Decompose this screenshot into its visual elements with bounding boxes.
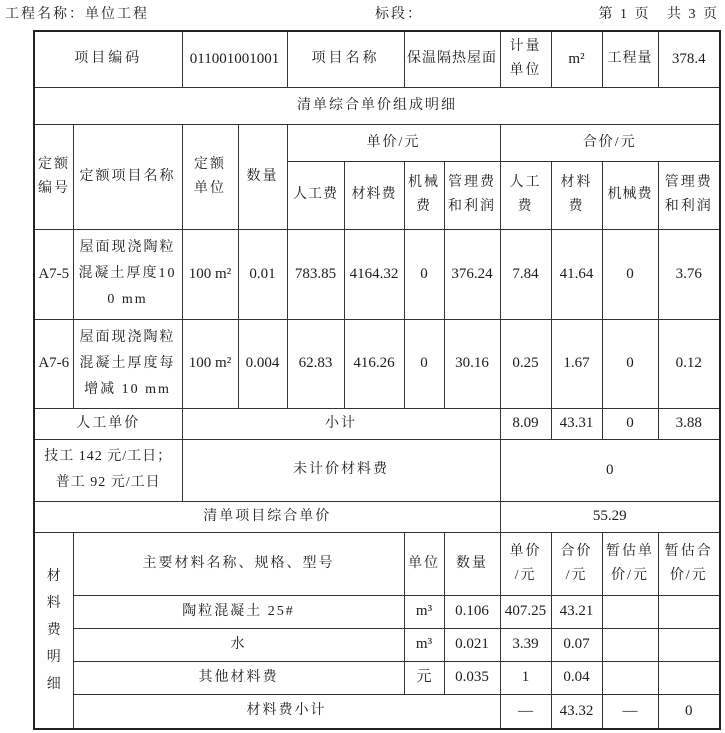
composite-unit-price-row xyxy=(34,501,720,532)
measure-unit-label: 计量单位 xyxy=(509,39,542,79)
unit-labor-cell xyxy=(287,229,344,319)
total-management: 3.76 xyxy=(675,265,702,282)
material-est-unit-price-header-label: 暂估单价/元 xyxy=(606,543,655,583)
unit-management-header-label: 管理费和利润 xyxy=(448,175,497,214)
quantity-label-cell xyxy=(602,31,658,87)
subtotal-label-cell xyxy=(182,408,500,439)
unit-management-cell xyxy=(444,319,500,408)
unit-labor-cell xyxy=(287,319,344,408)
material-unit-price: 1 xyxy=(521,669,530,685)
unit-machinery-header-label: 机械费 xyxy=(408,175,441,214)
material-total-price: 43.21 xyxy=(559,603,594,619)
quota-name: 屋面现浇陶粒混凝土厚度每增减 10 mm xyxy=(79,329,176,397)
subtotal-label: 小计 xyxy=(325,415,357,431)
unit-machinery-header xyxy=(404,161,444,229)
material-subtotal-est-total-price-cell xyxy=(658,694,720,729)
labor-rates-cell xyxy=(34,439,182,501)
page-info: 第 1 页 共 3 页 xyxy=(598,7,719,22)
composite-unit-price-value-cell xyxy=(500,501,720,532)
material-unit-header-label: 单位 xyxy=(408,555,441,571)
material-est-unit-price-cell xyxy=(602,661,658,694)
quota-row xyxy=(34,319,720,408)
material-quantity: 0.106 xyxy=(455,603,489,619)
quota-row xyxy=(34,229,720,319)
total-management-header xyxy=(658,161,720,229)
general-labor-rate: 普工 92 元/工日 xyxy=(55,475,161,490)
total-management-cell xyxy=(658,319,720,408)
quota-unit-cell xyxy=(182,319,238,408)
material-unit-cell xyxy=(404,595,444,628)
composite-unit-price-value: 55.29 xyxy=(592,508,627,524)
project-name: 工程名称：单位工程 xyxy=(5,7,149,22)
material-unit-cell xyxy=(404,661,444,694)
quantity-value: 378.4 xyxy=(671,50,706,67)
quota-unit: 100 m² xyxy=(188,355,232,371)
material-quantity-cell xyxy=(444,595,500,628)
unit-machinery: 0 xyxy=(420,265,428,282)
total-material-header xyxy=(551,161,602,229)
material-total-price-cell xyxy=(551,595,602,628)
total-labor: 7.84 xyxy=(512,265,539,282)
unit-management-cell xyxy=(444,229,500,319)
quota-code-cell xyxy=(34,229,73,319)
composition-title-row xyxy=(34,87,720,124)
item-name-cell xyxy=(404,31,500,87)
material-quantity: 0.021 xyxy=(455,636,489,652)
quota-quantity: 0.004 xyxy=(245,355,280,371)
measure-unit-label-cell xyxy=(500,31,551,87)
quota-name-header-label: 定额项目名称 xyxy=(79,168,176,184)
quota-code-header xyxy=(34,124,73,229)
material-subtotal-label-cell xyxy=(73,694,500,729)
total-labor-cell xyxy=(500,229,551,319)
quantity-header-label: 数量 xyxy=(246,168,279,184)
unit-material-cell xyxy=(344,229,404,319)
material-total-price-cell xyxy=(551,661,602,694)
material-unit-price: 407.25 xyxy=(504,603,547,619)
subtotal-management-cell xyxy=(658,408,720,439)
material-quantity-header xyxy=(444,532,500,595)
item-name-label-cell xyxy=(287,31,404,87)
total-machinery: 0 xyxy=(626,265,634,282)
total-material: 41.64 xyxy=(559,265,594,282)
unit-material: 4164.32 xyxy=(349,265,399,282)
material-unit: 元 xyxy=(416,669,432,685)
quota-unit: 100 m² xyxy=(188,265,232,282)
material-total-price-header xyxy=(551,532,602,595)
unit-price-header-label: 单价/元 xyxy=(366,134,421,150)
measure-unit-cell xyxy=(551,31,602,87)
material-unit-header xyxy=(404,532,444,595)
quota-name-cell xyxy=(73,319,182,408)
material-subtotal-est-total-price: 0 xyxy=(685,702,693,719)
total-material-cell xyxy=(551,229,602,319)
material-subtotal-label: 材料费小计 xyxy=(246,703,327,719)
item-name-label: 项目名称 xyxy=(311,51,380,67)
quantity-label: 工程量 xyxy=(607,51,653,67)
material-total-price: 0.07 xyxy=(563,636,590,652)
total-machinery-cell xyxy=(602,229,658,319)
material-row xyxy=(34,661,720,694)
material-name-cell xyxy=(73,661,404,694)
composite-unit-price-label-cell xyxy=(34,501,500,532)
material-est-total-price-cell xyxy=(658,595,720,628)
material-side-label: 材料费明细 xyxy=(46,568,61,692)
unit-machinery-cell xyxy=(404,319,444,408)
subtotal-row xyxy=(34,408,720,439)
material-total-price-cell xyxy=(551,628,602,661)
material-quantity-cell xyxy=(444,628,500,661)
total-management: 0.12 xyxy=(675,355,702,371)
subtotal-management: 3.88 xyxy=(675,415,702,431)
material-est-total-price-header xyxy=(658,532,720,595)
quota-name-header xyxy=(73,124,182,229)
composite-unit-price-label: 清单项目综合单价 xyxy=(203,508,332,524)
page-header xyxy=(0,3,725,27)
material-side-label-cell xyxy=(34,532,73,729)
skilled-labor-rate: 技工 142 元/工日； xyxy=(44,449,173,464)
material-total-price: 0.04 xyxy=(563,669,590,685)
material-name: 水 xyxy=(230,636,247,652)
subtotal-machinery: 0 xyxy=(626,415,634,431)
material-unit: m³ xyxy=(415,636,433,652)
material-est-unit-price-cell xyxy=(602,595,658,628)
quota-quantity-cell xyxy=(238,229,287,319)
unpriced-material-value-cell xyxy=(500,439,720,501)
material-name: 陶粒混凝土 25# xyxy=(182,603,295,619)
material-name-header-label: 主要材料名称、规格、型号 xyxy=(142,555,335,571)
item-name: 保温隔热屋面 xyxy=(407,51,498,67)
unit-labor-header-label: 人工费 xyxy=(293,187,339,202)
quota-code-header-label: 定额编号 xyxy=(38,156,70,196)
unit-material-header-label: 材料费 xyxy=(351,187,397,202)
total-material-header-label: 材料费 xyxy=(560,175,593,214)
material-unit-price: 3.39 xyxy=(512,636,539,652)
unpriced-material-value: 0 xyxy=(606,461,614,478)
material-name-cell xyxy=(73,628,404,661)
material-subtotal-total-price: 43.32 xyxy=(559,702,594,719)
material-name-cell xyxy=(73,595,404,628)
quantity-header xyxy=(238,124,287,229)
section-label: 标段： xyxy=(375,7,423,22)
unit-price-analysis-table xyxy=(33,30,721,730)
total-management-header-label: 管理费和利润 xyxy=(664,175,713,214)
material-quantity: 0.035 xyxy=(455,669,489,685)
composition-title-cell xyxy=(34,87,720,124)
unit-labor-header xyxy=(287,161,344,229)
total-machinery-cell xyxy=(602,319,658,408)
subtotal-labor-cell xyxy=(500,408,551,439)
total-material: 1.67 xyxy=(563,355,590,371)
total-price-header-label: 合价/元 xyxy=(582,134,637,150)
material-est-unit-price-cell xyxy=(602,628,658,661)
unpriced-material-label: 未计价材料费 xyxy=(293,462,389,477)
unit-management-header xyxy=(444,161,500,229)
material-quantity-header-label: 数量 xyxy=(456,555,489,571)
unit-machinery-cell xyxy=(404,229,444,319)
quota-unit-header xyxy=(182,124,238,229)
material-unit: m³ xyxy=(415,603,433,619)
material-subtotal-unit-price-cell xyxy=(500,694,551,729)
material-name-header xyxy=(73,532,404,595)
item-info-row xyxy=(34,31,720,87)
measure-unit: m² xyxy=(568,50,585,67)
material-unit-cell xyxy=(404,628,444,661)
material-subtotal-total-price-cell xyxy=(551,694,602,729)
item-code-cell xyxy=(182,31,287,87)
total-management-cell xyxy=(658,229,720,319)
composition-header-row xyxy=(34,124,720,161)
item-code-label: 项目编码 xyxy=(74,51,143,67)
quota-name-cell xyxy=(73,229,182,319)
material-subtotal-est-unit-price: — xyxy=(622,702,638,719)
material-est-total-price-cell xyxy=(658,628,720,661)
material-subtotal-est-unit-price-cell xyxy=(602,694,658,729)
quota-code: A7-5 xyxy=(38,265,70,282)
quota-unit-cell xyxy=(182,229,238,319)
subtotal-machinery-cell xyxy=(602,408,658,439)
total-price-header xyxy=(500,124,720,161)
unit-management: 376.24 xyxy=(451,265,493,282)
total-labor: 0.25 xyxy=(512,355,539,371)
unit-labor: 783.85 xyxy=(294,265,337,282)
total-machinery: 0 xyxy=(626,355,634,371)
unit-machinery: 0 xyxy=(420,355,428,371)
total-labor-header-label: 人工费 xyxy=(509,175,542,214)
total-labor-cell xyxy=(500,319,551,408)
material-subtotal-unit-price: — xyxy=(518,702,534,719)
subtotal-material: 43.31 xyxy=(559,415,594,431)
material-est-unit-price-header xyxy=(602,532,658,595)
quota-unit-header-label: 定额单位 xyxy=(194,156,226,196)
unit-labor: 62.83 xyxy=(298,355,333,371)
total-material-cell xyxy=(551,319,602,408)
material-unit-price-cell xyxy=(500,628,551,661)
material-unit-price-header xyxy=(500,532,551,595)
unit-material-header xyxy=(344,161,404,229)
total-labor-header xyxy=(500,161,551,229)
subtotal-labor: 8.09 xyxy=(512,415,539,431)
labor-rate-label-cell xyxy=(34,408,182,439)
composition-title: 清单综合单价组成明细 xyxy=(297,97,457,113)
unit-material: 416.26 xyxy=(353,355,395,371)
material-subtotal-row xyxy=(34,694,720,729)
unpriced-material-row xyxy=(34,439,720,501)
item-code-label-cell xyxy=(34,31,182,87)
material-row xyxy=(34,628,720,661)
material-unit-price-cell xyxy=(500,595,551,628)
labor-rate-label: 人工单价 xyxy=(76,415,141,431)
material-unit-price-header-label: 单价/元 xyxy=(509,543,542,583)
total-machinery-header xyxy=(602,161,658,229)
quota-quantity-cell xyxy=(238,319,287,408)
total-machinery-header-label: 机械费 xyxy=(607,187,653,202)
material-name: 其他材料费 xyxy=(198,669,279,685)
material-est-total-price-header-label: 暂估合价/元 xyxy=(664,543,713,583)
material-header-row xyxy=(34,532,720,595)
quota-name: 屋面现浇陶粒混凝土厚度100 mm xyxy=(78,240,177,307)
material-unit-price-cell xyxy=(500,661,551,694)
subtotal-material-cell xyxy=(551,408,602,439)
unpriced-material-label-cell xyxy=(182,439,500,501)
quantity-cell xyxy=(658,31,720,87)
quota-code: A7-6 xyxy=(38,355,70,371)
material-quantity-cell xyxy=(444,661,500,694)
item-code: 011001001001 xyxy=(189,50,280,67)
quota-code-cell xyxy=(34,319,73,408)
unit-management: 30.16 xyxy=(455,355,489,371)
quota-quantity: 0.01 xyxy=(249,265,276,282)
unit-material-cell xyxy=(344,319,404,408)
material-est-total-price-cell xyxy=(658,661,720,694)
material-row xyxy=(34,595,720,628)
unit-price-header xyxy=(287,124,500,161)
material-total-price-header-label: 合价/元 xyxy=(560,543,593,583)
